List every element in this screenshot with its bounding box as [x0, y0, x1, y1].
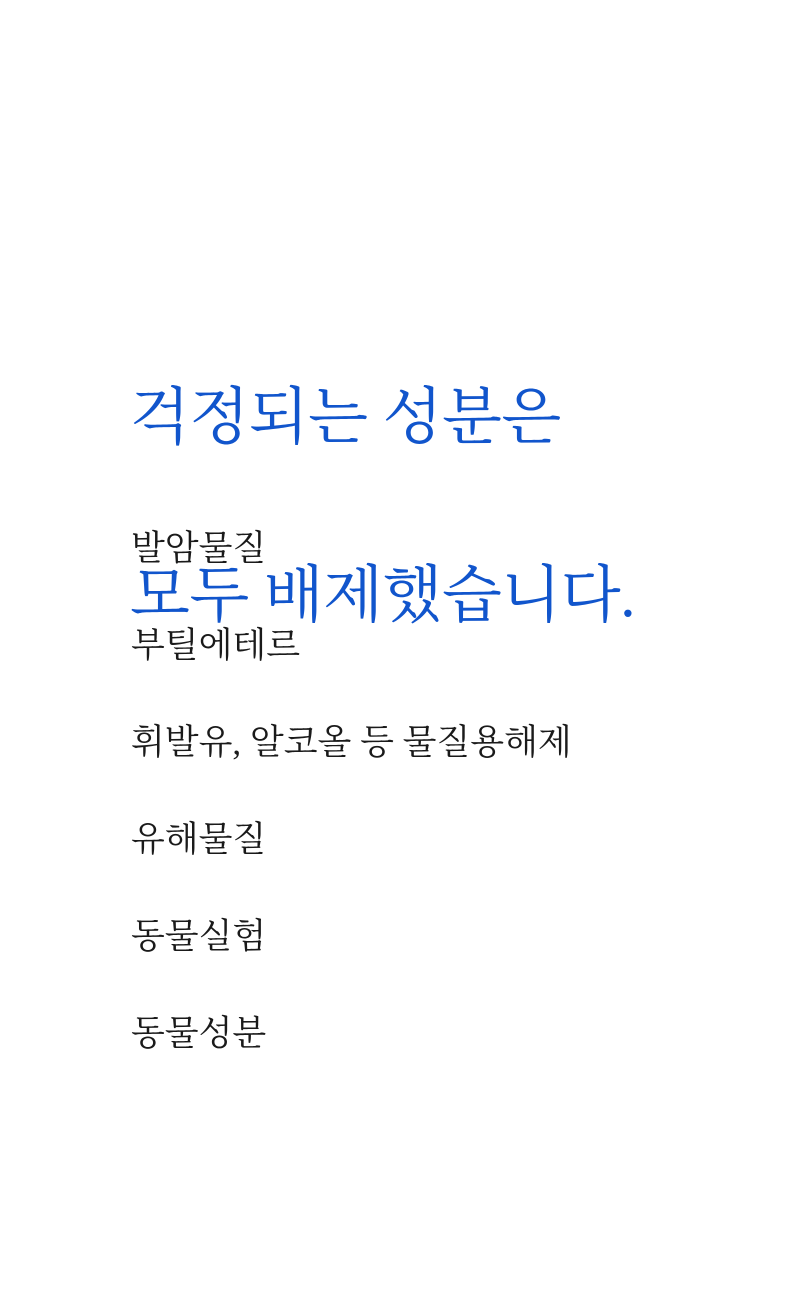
list-item-label: 유해물질	[131, 820, 267, 859]
list-item-label: 발암물질	[131, 529, 267, 568]
list-item	[131, 985, 771, 1082]
list-item-label: 휘발유, 알코올 등 물질용해제	[131, 723, 572, 762]
list-item	[131, 791, 771, 888]
list-item	[131, 694, 771, 791]
list-item	[131, 597, 771, 694]
list-item-label: 동물실험	[131, 917, 267, 956]
excluded-ingredients-list	[131, 500, 771, 1082]
headline-line-1: 걱정되는 성분은	[130, 383, 561, 452]
list-item	[131, 888, 771, 985]
list-item-label: 동물성분	[131, 1014, 267, 1053]
list-item	[131, 500, 771, 597]
headline-line-2: 모두 배제했습니다.	[130, 562, 636, 631]
list-item-label: 부틸에테르	[131, 626, 301, 665]
